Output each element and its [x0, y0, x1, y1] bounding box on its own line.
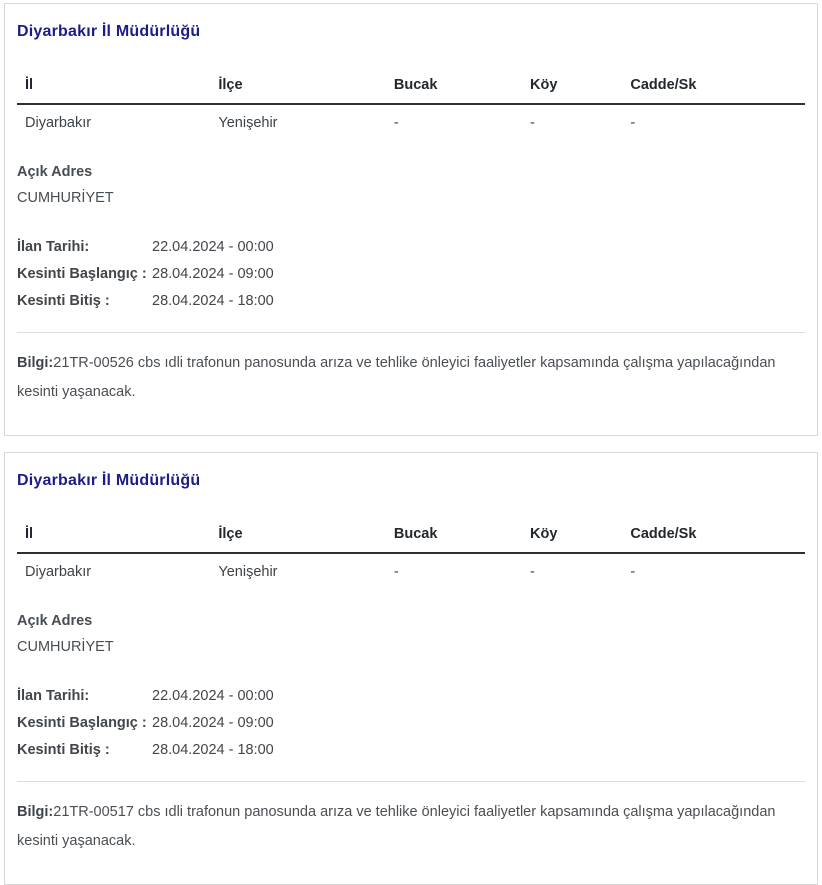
announcement-date-row — [17, 688, 805, 705]
open-address-value: CUMHURİYET — [17, 639, 114, 655]
table-row — [17, 104, 805, 146]
col-header-koy: Köy — [522, 526, 622, 553]
info-label: Bilgi: — [17, 355, 54, 371]
cell-il: Diyarbakır — [25, 115, 92, 131]
announcement-date-value: 22.04.2024 - 00:00 — [152, 239, 274, 255]
announcement-date-label: İlan Tarihi: — [17, 688, 90, 704]
col-header-bucak: Bucak — [386, 526, 522, 553]
outage-card-1 — [4, 3, 818, 436]
outage-end-row — [17, 742, 805, 759]
location-table — [17, 77, 805, 146]
open-address-label: Açık Adres — [17, 613, 93, 629]
cell-cadde: - — [630, 115, 636, 131]
table-header-row — [17, 526, 805, 553]
cell-il: Diyarbakır — [25, 564, 92, 580]
col-header-ilce: İlçe — [210, 77, 385, 104]
cell-cadde: - — [630, 564, 636, 580]
outage-start-value: 28.04.2024 - 09:00 — [152, 266, 274, 282]
outage-end-label: Kesinti Bitiş : — [17, 742, 110, 758]
col-header-koy: Köy — [522, 77, 622, 104]
announcement-date-row — [17, 239, 805, 256]
outage-start-value: 28.04.2024 - 09:00 — [152, 715, 274, 731]
outage-end-value: 28.04.2024 - 18:00 — [152, 742, 274, 758]
office-title: Diyarbakır İl Müdürlüğü — [17, 23, 201, 40]
office-title: Diyarbakır İl Müdürlüğü — [17, 472, 201, 489]
cell-bucak: - — [393, 115, 399, 131]
info-paragraph — [17, 798, 799, 856]
col-header-cadde: Cadde/Sk — [622, 77, 805, 104]
col-header-ilce: İlçe — [210, 526, 385, 553]
cell-bucak: - — [393, 564, 399, 580]
table-row — [17, 553, 805, 595]
outage-start-label: Kesinti Başlangıç : — [17, 266, 147, 282]
outage-end-row — [17, 293, 805, 310]
outage-start-label: Kesinti Başlangıç : — [17, 715, 147, 731]
info-text: 21TR-00526 cbs ıdli trafonun panosunda arıza ve tehlike önleyici faaliyetler kapsamında çalışma yapılacağından kesinti yaşanacak. — [17, 355, 776, 400]
cell-ilce: Yenişehir — [218, 564, 278, 580]
info-paragraph — [17, 349, 799, 407]
divider — [17, 781, 805, 782]
col-header-bucak: Bucak — [386, 77, 522, 104]
cell-koy: - — [529, 564, 535, 580]
info-text: 21TR-00517 cbs ıdli trafonun panosunda arıza ve tehlike önleyici faaliyetler kapsamında çalışma yapılacağından kesinti yaşanacak. — [17, 804, 776, 849]
divider — [17, 332, 805, 333]
open-address-block — [17, 613, 805, 656]
cell-koy: - — [529, 115, 535, 131]
open-address-value: CUMHURİYET — [17, 190, 114, 206]
dates-block — [17, 688, 805, 759]
outage-card-2 — [4, 452, 818, 885]
outage-start-row — [17, 266, 805, 283]
outage-start-row — [17, 715, 805, 732]
dates-block — [17, 239, 805, 310]
info-label: Bilgi: — [17, 804, 54, 820]
outage-end-value: 28.04.2024 - 18:00 — [152, 293, 274, 309]
col-header-il: İl — [17, 77, 210, 104]
cell-ilce: Yenişehir — [218, 115, 278, 131]
location-table — [17, 526, 805, 595]
open-address-label: Açık Adres — [17, 164, 93, 180]
col-header-il: İl — [17, 526, 210, 553]
announcement-date-label: İlan Tarihi: — [17, 239, 90, 255]
col-header-cadde: Cadde/Sk — [622, 526, 805, 553]
open-address-block — [17, 164, 805, 207]
announcement-date-value: 22.04.2024 - 00:00 — [152, 688, 274, 704]
outage-end-label: Kesinti Bitiş : — [17, 293, 110, 309]
table-header-row — [17, 77, 805, 104]
